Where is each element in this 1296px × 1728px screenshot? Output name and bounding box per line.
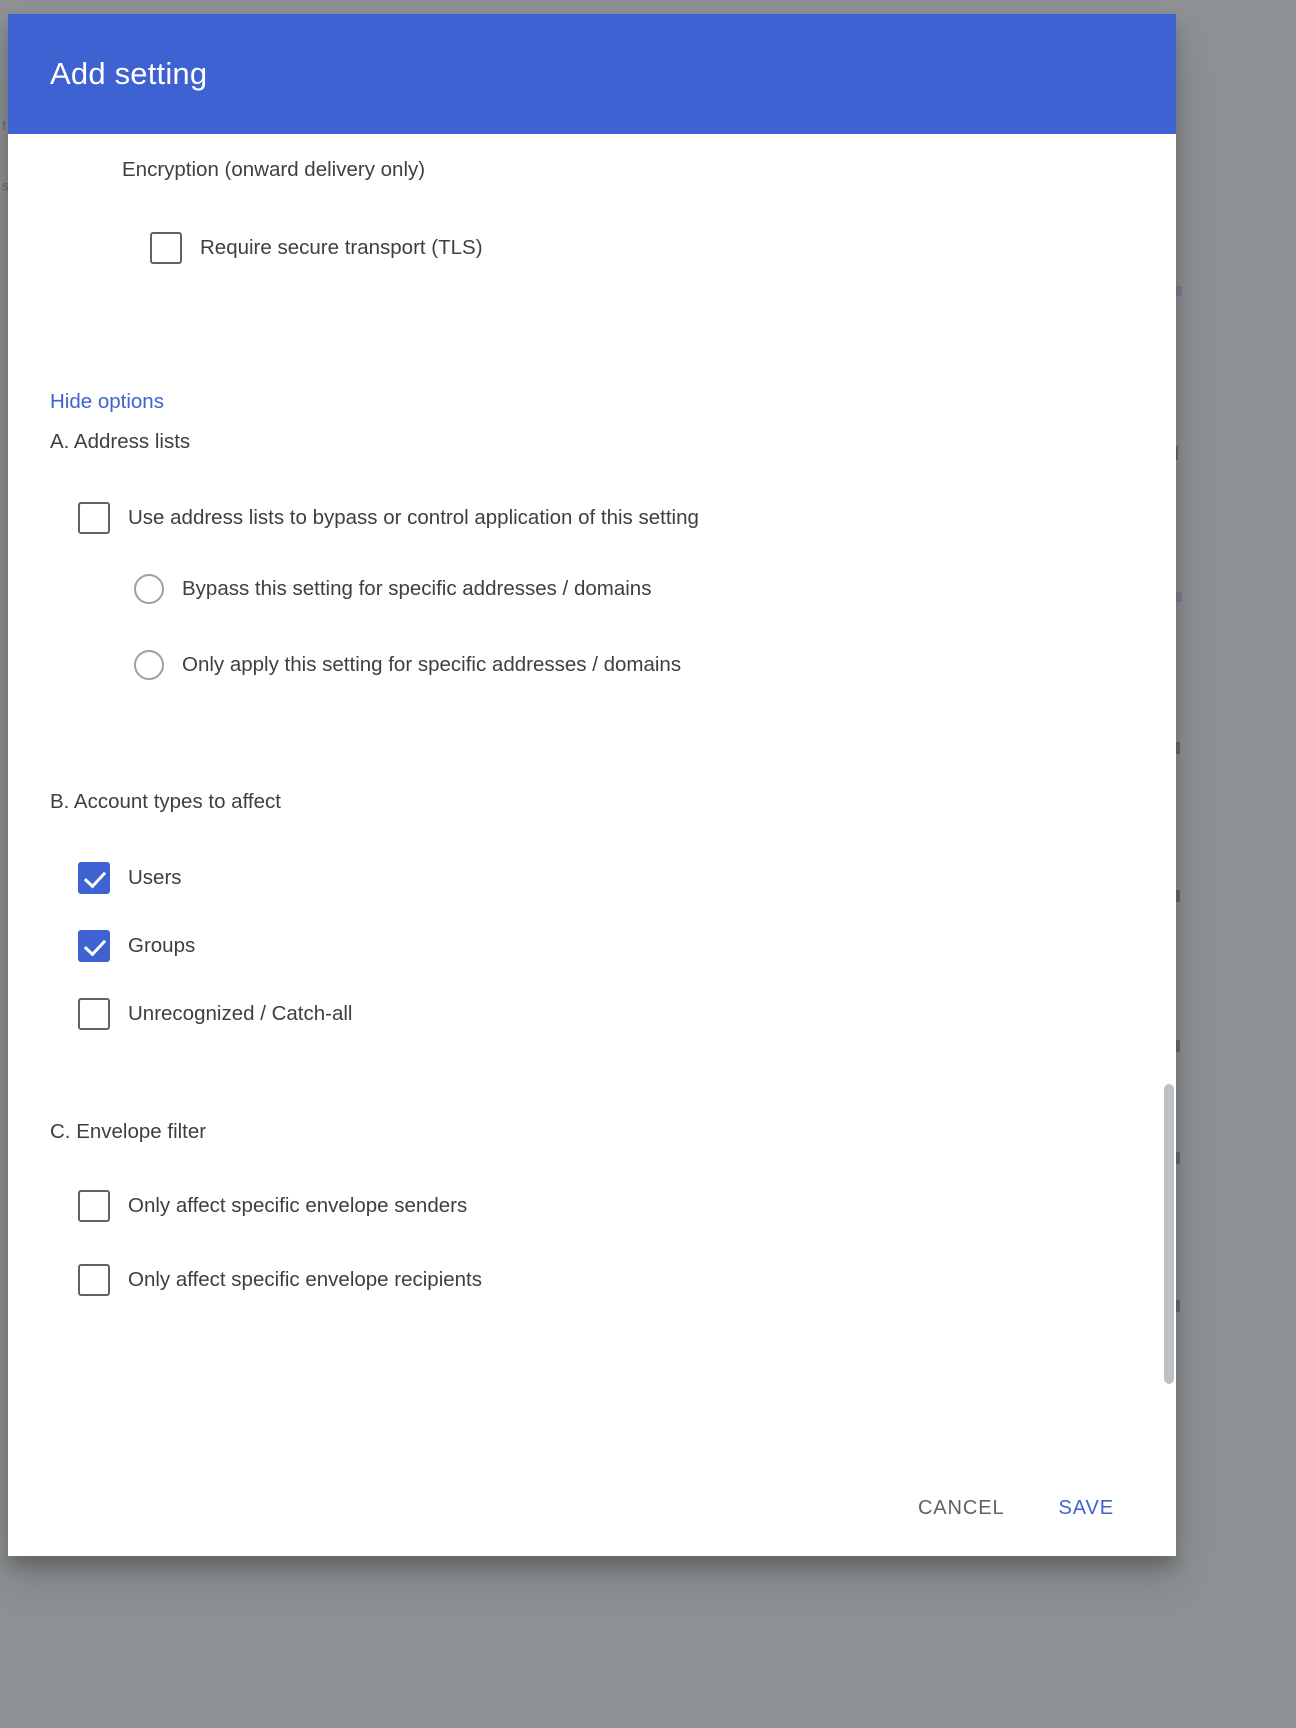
bypass-setting-label: Bypass this setting for specific addresses / domains [182, 577, 652, 600]
hide-options-link[interactable]: Hide options [50, 390, 164, 413]
dialog-footer [8, 1460, 1176, 1556]
section-c-heading: C. Envelope filter [50, 1120, 207, 1143]
envelope-senders-row[interactable] [78, 1190, 1136, 1222]
bypass-setting-radio[interactable] [134, 574, 164, 604]
groups-label: Groups [128, 934, 196, 957]
dialog-header [8, 14, 1176, 134]
only-apply-setting-radio-row[interactable] [134, 650, 1136, 680]
dialog-scrollbar-track[interactable] [1162, 134, 1176, 1556]
envelope-senders-label: Only affect specific envelope senders [128, 1194, 468, 1217]
users-checkbox[interactable] [78, 862, 110, 894]
unrecognized-catchall-label: Unrecognized / Catch-all [128, 1002, 353, 1025]
save-button[interactable]: SAVE [1041, 1485, 1132, 1532]
groups-row[interactable] [78, 930, 1136, 962]
only-apply-setting-radio[interactable] [134, 650, 164, 680]
users-row[interactable] [78, 862, 1136, 894]
cancel-button[interactable]: CANCEL [900, 1485, 1023, 1532]
add-setting-dialog [8, 14, 1176, 1556]
encryption-heading: Encryption (onward delivery only) [122, 158, 426, 181]
require-tls-label: Require secure transport (TLS) [200, 236, 483, 259]
require-tls-row[interactable] [150, 232, 1136, 264]
envelope-recipients-row[interactable] [78, 1264, 1136, 1296]
envelope-recipients-label: Only affect specific envelope recipients [128, 1268, 483, 1291]
envelope-senders-checkbox[interactable] [78, 1190, 110, 1222]
users-label: Users [128, 866, 182, 889]
use-address-lists-checkbox[interactable] [78, 502, 110, 534]
section-a-heading: A. Address lists [50, 430, 191, 453]
envelope-recipients-checkbox[interactable] [78, 1264, 110, 1296]
unrecognized-catchall-row[interactable] [78, 998, 1136, 1030]
require-tls-checkbox[interactable] [150, 232, 182, 264]
unrecognized-catchall-checkbox[interactable] [78, 998, 110, 1030]
groups-checkbox[interactable] [78, 930, 110, 962]
dialog-scrollbar-thumb[interactable] [1164, 1084, 1174, 1384]
page-title: Add setting [50, 56, 208, 91]
section-b-heading: B. Account types to affect [50, 790, 281, 813]
bypass-setting-radio-row[interactable] [134, 574, 1136, 604]
use-address-lists-label: Use address lists to bypass or control application of this setting [128, 506, 699, 529]
only-apply-setting-label: Only apply this setting for specific addresses / domains [182, 653, 682, 676]
dialog-body-scroll-area[interactable] [8, 134, 1176, 1460]
use-address-lists-row[interactable] [78, 502, 1136, 534]
